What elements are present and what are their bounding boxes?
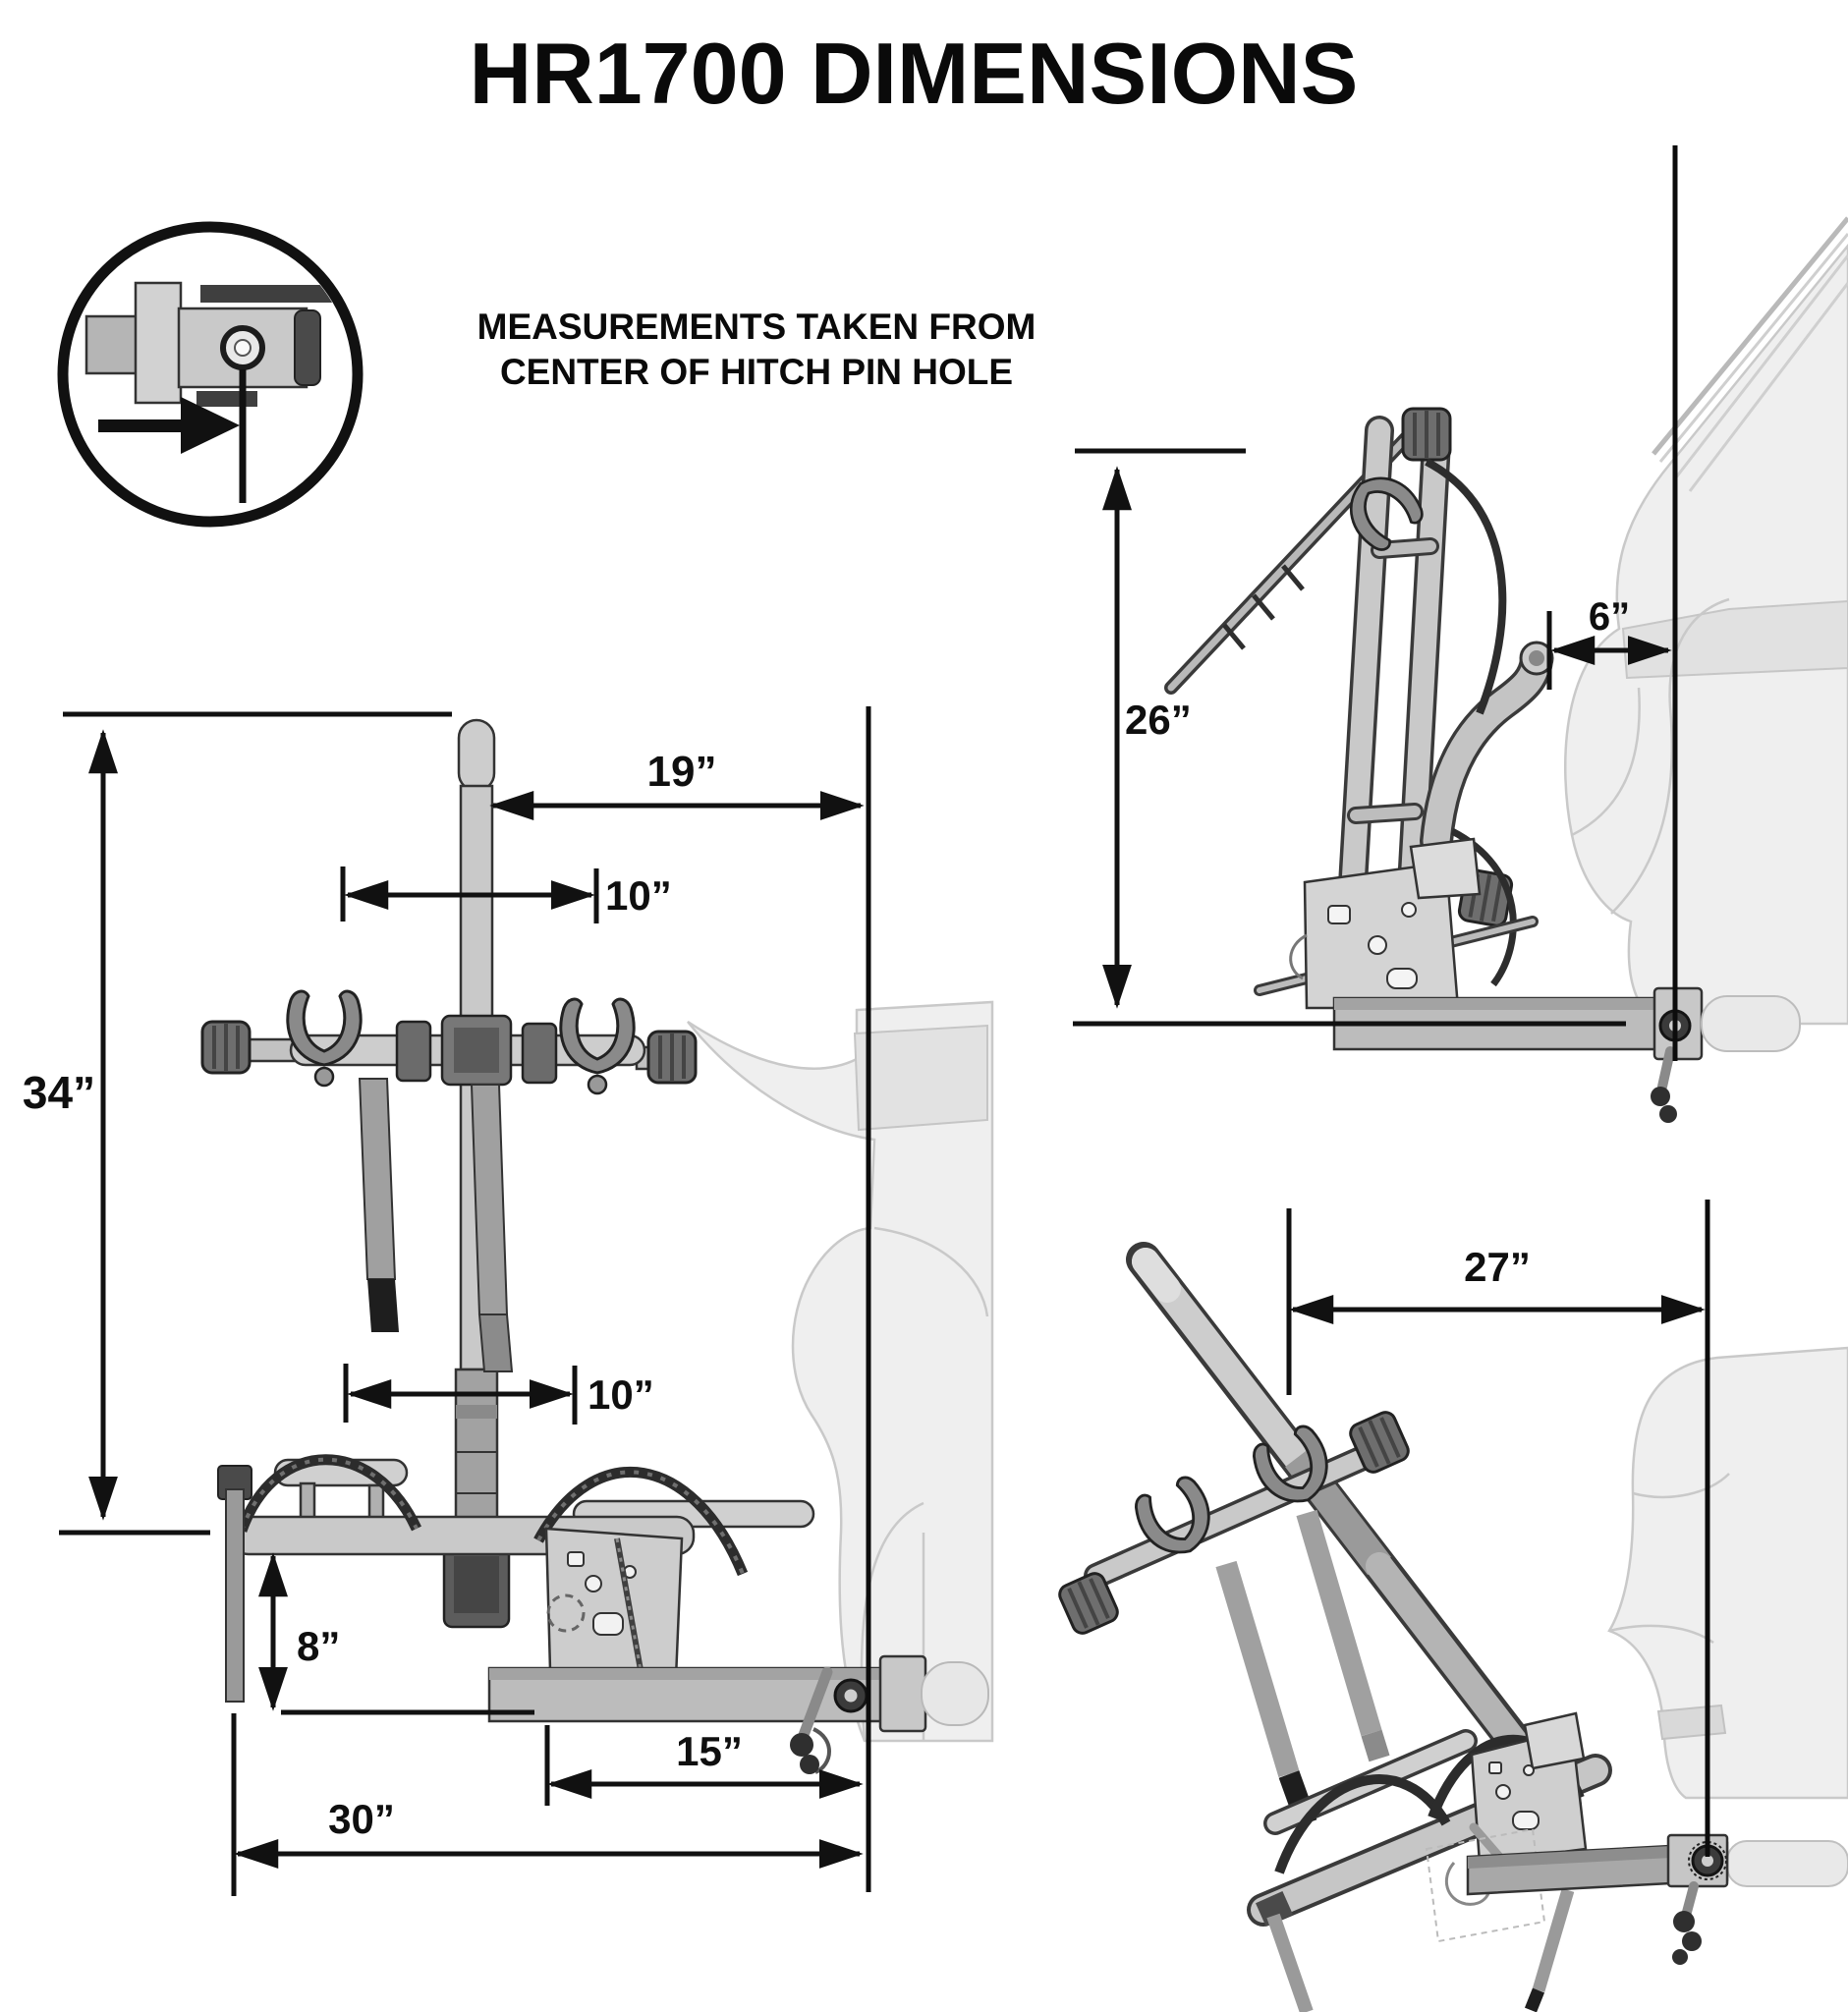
strap-buckle-right	[523, 1024, 556, 1083]
frame-strap-left	[360, 1079, 399, 1332]
dim-10-upper	[343, 866, 672, 923]
dim-27	[1289, 1208, 1702, 1395]
hitch-detail-inset	[59, 223, 365, 528]
front-view	[23, 706, 992, 1896]
dim-label-10-upper: 10”	[605, 872, 672, 919]
wheel-strap-tail	[226, 1489, 244, 1702]
vehicle-receiver-ghost	[1702, 996, 1800, 1051]
note-line-1: MEASUREMENTS TAKEN FROM	[476, 307, 1036, 347]
cradle-knob-icon	[648, 1032, 696, 1083]
vehicle-ghost-front	[688, 1002, 992, 1741]
cradle-knob-icon	[202, 1022, 250, 1073]
page-title: HR1700 DIMENSIONS	[469, 25, 1359, 122]
bumper-beam	[200, 285, 338, 303]
folded-bracket-plate	[1291, 839, 1480, 1008]
pivot-bracket-plate	[546, 1529, 682, 1678]
dim-label-19: 19”	[646, 748, 717, 796]
tail-lamp-ghost	[855, 1026, 987, 1130]
frame-strap	[1226, 1564, 1289, 1774]
note-line-2: CENTER OF HITCH PIN HOLE	[499, 352, 1014, 392]
dim-label-27: 27”	[1464, 1244, 1531, 1290]
dim-label-8: 8”	[297, 1623, 341, 1669]
measurement-note	[477, 307, 1036, 392]
hitch-pin-hole-center	[235, 340, 251, 356]
hitch-bar-tilted	[1468, 1835, 1727, 1965]
dim-label-15: 15”	[676, 1728, 743, 1774]
hitch-bar-folded	[1334, 988, 1800, 1123]
dim-label-30: 30”	[328, 1796, 395, 1842]
dim-10-lower	[346, 1364, 654, 1425]
hitch-receiver-end	[295, 310, 320, 385]
vehicle-ghost-tilted	[1609, 1348, 1848, 1886]
dim-label-6: 6”	[1588, 595, 1631, 639]
vehicle-receiver-ghost	[922, 1662, 988, 1725]
hitch-step-plate	[136, 283, 181, 403]
dim-label-26: 26”	[1125, 697, 1192, 743]
wheel-strap-tail	[1273, 1916, 1307, 2012]
dim-label-10-lower: 10”	[588, 1371, 654, 1418]
folded-view	[1073, 145, 1848, 1123]
hitch-underside	[196, 391, 257, 407]
dim-label-34: 34”	[22, 1067, 96, 1118]
tilted-view	[1056, 1200, 1848, 2012]
dim-19	[493, 748, 861, 806]
vehicle-receiver-ghost	[1727, 1841, 1848, 1886]
strap-buckle-left	[397, 1022, 430, 1081]
cradle-knob-icon	[1403, 409, 1450, 460]
mast-cap	[459, 720, 494, 791]
mast-upper-tube	[461, 786, 492, 1032]
hitch-drawbar	[86, 316, 141, 373]
